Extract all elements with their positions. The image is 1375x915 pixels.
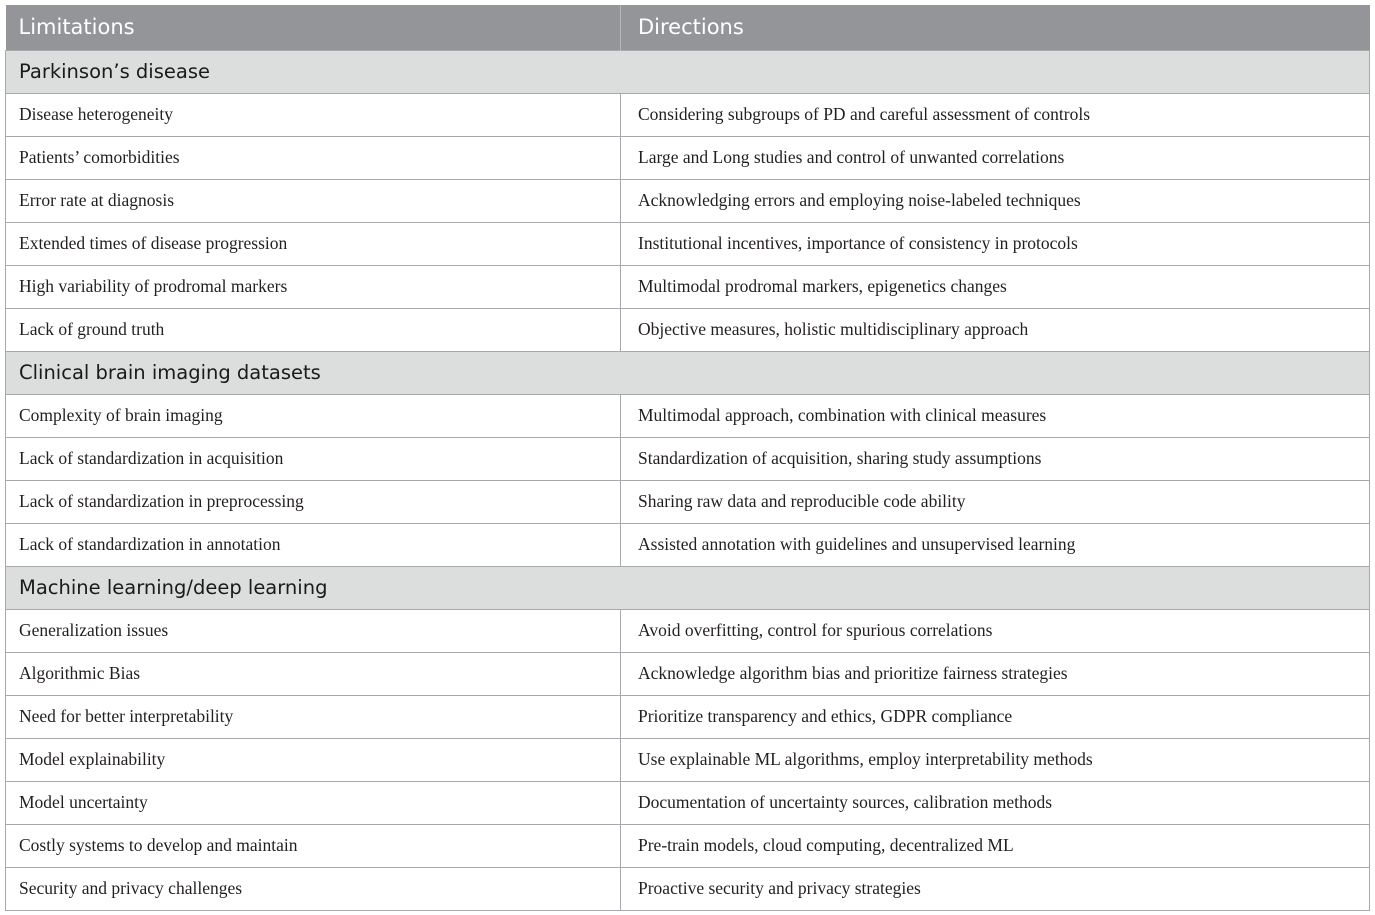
direction-cell: Considering subgroups of PD and careful assessment of controls	[621, 93, 1370, 136]
limitation-cell: Error rate at diagnosis	[6, 179, 621, 222]
section-title: Clinical brain imaging datasets	[6, 351, 1370, 394]
table-row	[6, 695, 1370, 738]
table-row	[6, 394, 1370, 437]
section-title: Parkinson’s disease	[6, 50, 1370, 93]
table-row	[6, 867, 1370, 910]
table-row	[6, 652, 1370, 695]
section-title: Machine learning/deep learning	[6, 566, 1370, 609]
limitations-directions-table	[5, 5, 1370, 911]
direction-cell: Acknowledging errors and employing noise-labeled techniques	[621, 179, 1370, 222]
limitation-cell: Need for better interpretability	[6, 695, 621, 738]
direction-cell: Objective measures, holistic multidisciplinary approach	[621, 308, 1370, 351]
limitation-cell: Model explainability	[6, 738, 621, 781]
column-header-limitations: Limitations	[6, 5, 621, 50]
limitation-cell: High variability of prodromal markers	[6, 265, 621, 308]
limitation-cell: Lack of standardization in preprocessing	[6, 480, 621, 523]
direction-cell: Pre-train models, cloud computing, decentralized ML	[621, 824, 1370, 867]
direction-cell: Standardization of acquisition, sharing study assumptions	[621, 437, 1370, 480]
table-row	[6, 308, 1370, 351]
direction-cell: Multimodal approach, combination with clinical measures	[621, 394, 1370, 437]
limitation-cell: Extended times of disease progression	[6, 222, 621, 265]
direction-cell: Prioritize transparency and ethics, GDPR compliance	[621, 695, 1370, 738]
table-row	[6, 781, 1370, 824]
limitation-cell: Costly systems to develop and maintain	[6, 824, 621, 867]
section-row	[6, 50, 1370, 93]
table-row	[6, 609, 1370, 652]
direction-cell: Large and Long studies and control of unwanted correlations	[621, 136, 1370, 179]
header-row	[6, 5, 1370, 50]
limitation-cell: Lack of standardization in annotation	[6, 523, 621, 566]
limitations-table-container	[5, 5, 1369, 911]
table-body	[6, 50, 1370, 910]
table-row	[6, 222, 1370, 265]
limitation-cell: Generalization issues	[6, 609, 621, 652]
column-header-directions: Directions	[621, 5, 1370, 50]
limitation-cell: Security and privacy challenges	[6, 867, 621, 910]
section-row	[6, 351, 1370, 394]
direction-cell: Proactive security and privacy strategies	[621, 867, 1370, 910]
section-row	[6, 566, 1370, 609]
table-row	[6, 179, 1370, 222]
table-row	[6, 824, 1370, 867]
direction-cell: Acknowledge algorithm bias and prioritize fairness strategies	[621, 652, 1370, 695]
limitation-cell: Lack of ground truth	[6, 308, 621, 351]
limitation-cell: Lack of standardization in acquisition	[6, 437, 621, 480]
direction-cell: Avoid overfitting, control for spurious correlations	[621, 609, 1370, 652]
limitation-cell: Patients’ comorbidities	[6, 136, 621, 179]
table-row	[6, 738, 1370, 781]
table-row	[6, 265, 1370, 308]
direction-cell: Institutional incentives, importance of consistency in protocols	[621, 222, 1370, 265]
direction-cell: Assisted annotation with guidelines and unsupervised learning	[621, 523, 1370, 566]
table-row	[6, 437, 1370, 480]
limitation-cell: Model uncertainty	[6, 781, 621, 824]
table-row	[6, 93, 1370, 136]
direction-cell: Use explainable ML algorithms, employ interpretability methods	[621, 738, 1370, 781]
direction-cell: Documentation of uncertainty sources, calibration methods	[621, 781, 1370, 824]
table-row	[6, 523, 1370, 566]
direction-cell: Multimodal prodromal markers, epigenetics changes	[621, 265, 1370, 308]
limitation-cell: Complexity of brain imaging	[6, 394, 621, 437]
limitation-cell: Disease heterogeneity	[6, 93, 621, 136]
table-row	[6, 480, 1370, 523]
table-row	[6, 136, 1370, 179]
limitation-cell: Algorithmic Bias	[6, 652, 621, 695]
direction-cell: Sharing raw data and reproducible code ability	[621, 480, 1370, 523]
